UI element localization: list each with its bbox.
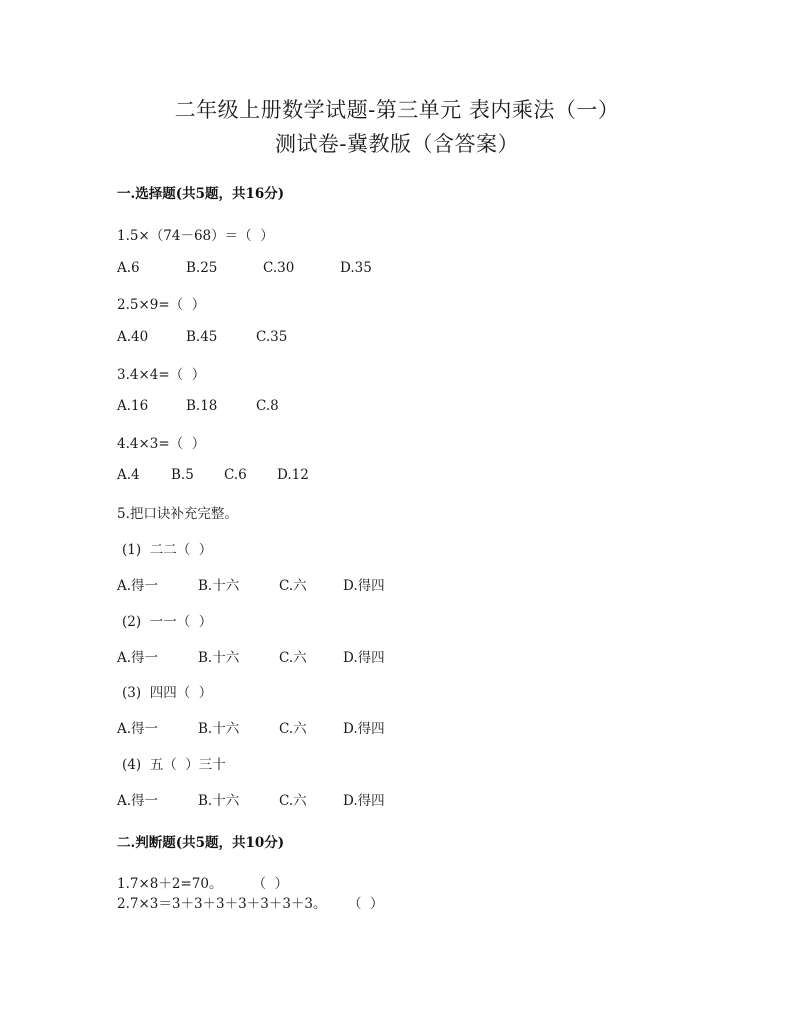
section-heading-choice: 一.选择题(共5题，共16分) <box>117 186 285 202</box>
question-2-stem: 2.5×9=（ ） <box>117 297 206 313</box>
q5-part-3-stem: (3) 四四（ ） <box>122 685 213 701</box>
q5-part-3-option-c[interactable]: C.六 <box>279 721 307 737</box>
q5-part-1-option-c[interactable]: C.六 <box>279 578 307 594</box>
question-5-stem: 5.把口诀补充完整。 <box>117 506 238 522</box>
page-title-line2: 测试卷-冀教版（含答案） <box>274 132 520 156</box>
q5-part-3-option-a[interactable]: A.得一 <box>117 721 159 737</box>
q5-part-4-stem: (4) 五（ ）三十 <box>122 757 226 773</box>
q5-part-3-option-b[interactable]: B.十六 <box>198 721 240 737</box>
q4-option-b[interactable]: B.5 <box>171 467 194 483</box>
question-3-stem: 3.4×4=（ ） <box>117 367 206 383</box>
q1-option-c[interactable]: C.30 <box>263 260 295 276</box>
q2-option-c[interactable]: C.35 <box>256 329 288 345</box>
q5-part-4-option-c[interactable]: C.六 <box>279 793 307 809</box>
section-heading-true-false: 二.判断题(共5题，共10分) <box>117 835 285 851</box>
q2-option-a[interactable]: A.40 <box>117 329 149 345</box>
tf-question-1: 1.7×8＋2=70。 （ ） <box>117 876 289 892</box>
q5-part-2-option-c[interactable]: C.六 <box>279 650 307 666</box>
q4-option-a[interactable]: A.4 <box>117 467 140 483</box>
q5-part-2-option-d[interactable]: D.得四 <box>343 650 385 666</box>
q4-option-c[interactable]: C.6 <box>224 467 247 483</box>
q5-part-4-option-a[interactable]: A.得一 <box>117 793 159 809</box>
q1-option-a[interactable]: A.6 <box>117 260 140 276</box>
q1-option-b[interactable]: B.25 <box>186 260 218 276</box>
q5-part-2-option-b[interactable]: B.十六 <box>198 650 240 666</box>
q5-part-2-stem: (2) 一一（ ） <box>122 614 213 630</box>
q1-option-d[interactable]: D.35 <box>340 260 372 276</box>
question-4-stem: 4.4×3=（ ） <box>117 436 206 452</box>
q3-option-a[interactable]: A.16 <box>117 398 149 414</box>
q3-option-b[interactable]: B.18 <box>186 398 218 414</box>
q3-option-c[interactable]: C.8 <box>256 398 279 414</box>
q5-part-1-option-a[interactable]: A.得一 <box>117 578 159 594</box>
q5-part-3-option-d[interactable]: D.得四 <box>343 721 385 737</box>
q5-part-4-option-d[interactable]: D.得四 <box>343 793 385 809</box>
q2-option-b[interactable]: B.45 <box>186 329 218 345</box>
page-title-line1: 二年级上册数学试题-第三单元 表内乘法（一） <box>174 98 620 122</box>
q4-option-d[interactable]: D.12 <box>277 467 309 483</box>
q5-part-1-option-d[interactable]: D.得四 <box>343 578 385 594</box>
q5-part-1-option-b[interactable]: B.十六 <box>198 578 240 594</box>
tf-question-2: 2.7×3＝3＋3＋3＋3＋3＋3＋3。 （ ） <box>117 896 384 912</box>
q5-part-4-option-b[interactable]: B.十六 <box>198 793 240 809</box>
question-1-stem: 1.5×（74－68）＝（ ） <box>117 228 274 244</box>
q5-part-1-stem: (1) 二二（ ） <box>122 542 213 558</box>
q5-part-2-option-a[interactable]: A.得一 <box>117 650 159 666</box>
